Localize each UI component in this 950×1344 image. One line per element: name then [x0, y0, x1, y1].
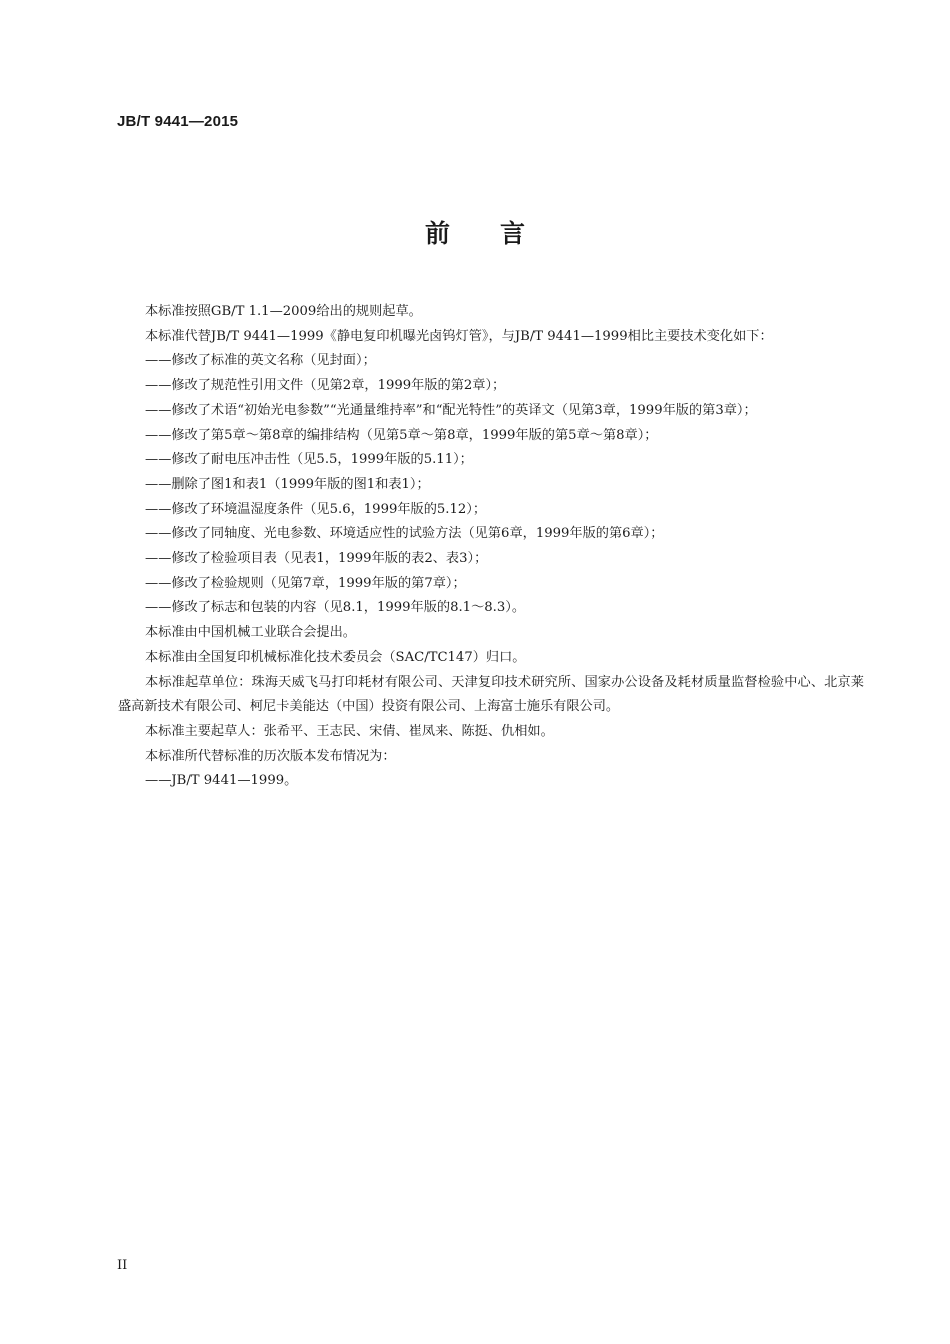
paragraph-drafting-rules: 本标准按照GB/T 1.1—2009给出的规则起草。	[145, 304, 422, 319]
page-title: 前言	[424, 219, 575, 248]
paragraph-replacement: 本标准代替JB/T 9441—1999《静电复印机曝光卤钨灯管》，与JB/T 9441—1999相比主要技术变化如下：	[145, 328, 773, 344]
change-item: ——修改了标准的英文名称（见封面）；	[145, 353, 376, 369]
change-item: ——修改了检验规则（见第7章，1999年版的第7章）；	[145, 575, 466, 591]
change-item: ——修改了检验项目表（见表1，1999年版的表2、表3）；	[145, 551, 488, 567]
page-number: II	[117, 1258, 128, 1273]
history-item: ——JB/T 9441—1999。	[145, 773, 298, 789]
change-item: ——修改了规范性引用文件（见第2章，1999年版的第2章）；	[145, 378, 506, 394]
standard-code: JB/T 9441—2015	[117, 113, 239, 130]
change-item: ——修改了术语“初始光电参数”“光通量维持率”和“配光特性”的英译文（见第3章，1999年版的第3章）；	[145, 402, 757, 418]
change-item: ——修改了环境温湿度条件（见5.6，1999年版的5.12）；	[145, 501, 487, 517]
change-item: ——修改了第5章～第8章的编排结构（见第5章～第8章，1999年版的第5章～第8章）；	[145, 427, 658, 443]
paragraph-drafters: 本标准主要起草人：张希平、王志民、宋倩、崔凤来、陈挺、仇相如。	[145, 723, 554, 739]
change-item: ——删除了图1和表1（1999年版的图1和表1）；	[145, 476, 430, 492]
change-item: ——修改了同轴度、光电参数、环境适应性的试验方法（见第6章，1999年版的第6章）；	[145, 526, 664, 542]
paragraph-drafting-units: 本标准起草单位：珠海天威飞马打印耗材有限公司、天津复印技术研究所、国家办公设备及耗材质量监督检验中心、北京莱盛高新技术有限公司、柯尼卡美能达（中国）投资有限公司、上海富士施乐有限公司。	[118, 674, 864, 715]
paragraph-committee: 本标准由全国复印机械标准化技术委员会（SAC/TC147）归口。	[145, 649, 526, 665]
change-item: ——修改了耐电压冲击性（见5.5，1999年版的5.11）；	[145, 452, 473, 468]
change-item: ——修改了标志和包装的内容（见8.1，1999年版的8.1～8.3）。	[145, 600, 526, 616]
paragraph-history-intro: 本标准所代替标准的历次版本发布情况为：	[145, 748, 396, 764]
foreword-body	[118, 300, 864, 794]
paragraph-proposer: 本标准由中国机械工业联合会提出。	[145, 625, 356, 641]
